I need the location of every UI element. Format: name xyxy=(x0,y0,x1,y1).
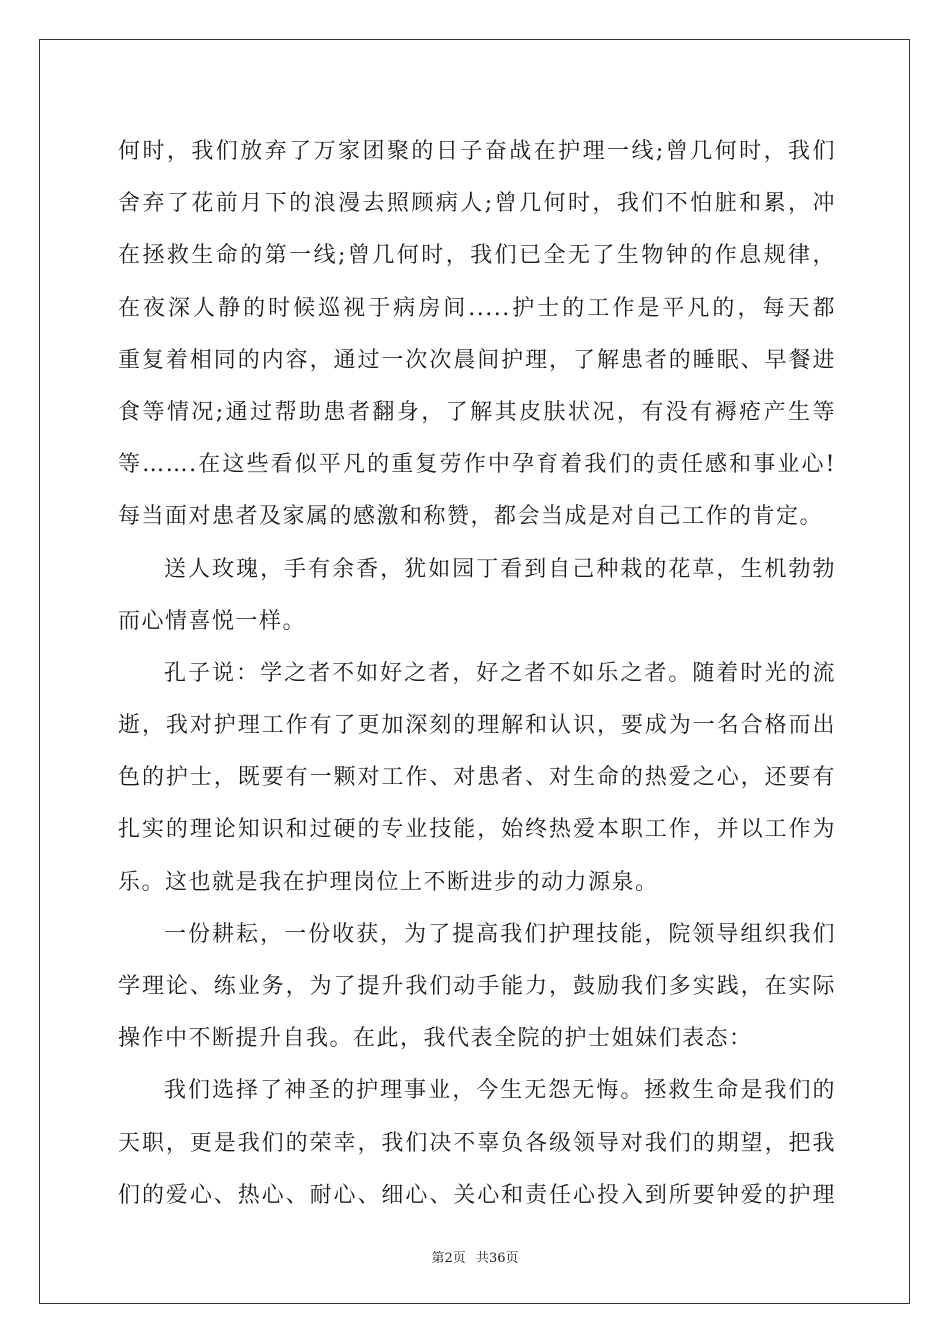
page-number: 第2页 xyxy=(431,1251,466,1266)
text-line: 色的护士，既要有一颗对工作、对患者、对生命的热爱之心，还要有 xyxy=(118,765,836,791)
text-line: 在拯救生命的第一线;曾几何时，我们已全无了生物钟的作息规律， xyxy=(118,243,836,269)
text-line: 送人玫瑰，手有余香，犹如园丁看到自己种栽的花草，生机勃勃 xyxy=(164,556,836,582)
total-pages: 共36页 xyxy=(475,1251,519,1266)
text-line: 学理论、练业务，为了提升我们动手能力，鼓励我们多实践，在实际 xyxy=(118,974,836,999)
text-line: 等…….在这些看似平凡的重复劳作中孕育着我们的责任感和事业心! xyxy=(118,452,836,478)
text-line: 操作中不断提升自我。在此，我代表全院的护士姐妹们表态： xyxy=(118,1026,753,1052)
text-line: 们的爱心、热心、耐心、细心、关心和责任心投入到所要钟爱的护理 xyxy=(118,1182,836,1208)
text-line: 天职，更是我们的荣幸，我们决不辜负各级领导对我们的期望，把我 xyxy=(118,1130,836,1156)
text-line: 在夜深人静的时候巡视于病房间.....护士的工作是平凡的，每天都 xyxy=(118,295,836,321)
page-footer xyxy=(0,1247,950,1266)
text-line: 每当面对患者及家属的感激和称赞，都会当成是对自己工作的肯定。 xyxy=(118,504,824,530)
text-line: 舍弃了花前月下的浪漫去照顾病人;曾几何时，我们不怕脏和累，冲 xyxy=(118,191,836,217)
text-line: 而心情喜悦一样。 xyxy=(118,608,307,634)
text-line: 乐。这也就是我在护理岗位上不断进步的动力源泉。 xyxy=(118,869,659,895)
text-line: 一份耕耘，一份收获，为了提高我们护理技能，院领导组织我们 xyxy=(164,921,836,947)
text-line: 扎实的理论知识和过硬的专业技能，始终热爱本职工作，并以工作为 xyxy=(118,817,836,843)
text-line: 何时，我们放弃了万家团聚的日子奋战在护理一线;曾几何时，我们 xyxy=(118,139,836,164)
text-line: 逝，我对护理工作有了更加深刻的理解和认识，要成为一名合格而出 xyxy=(118,713,836,739)
text-line: 食等情况;通过帮助患者翻身，了解其皮肤状况，有没有褥疮产生等 xyxy=(118,399,836,425)
text-line: 重复着相同的内容，通过一次次晨间护理，了解患者的睡眠、早餐进 xyxy=(118,347,836,373)
document-body xyxy=(118,126,836,1222)
text-line: 孔子说：学之者不如好之者，好之者不如乐之者。随着时光的流 xyxy=(164,660,836,686)
text-line: 我们选择了神圣的护理事业，今生无怨无悔。拯救生命是我们的 xyxy=(164,1078,836,1104)
